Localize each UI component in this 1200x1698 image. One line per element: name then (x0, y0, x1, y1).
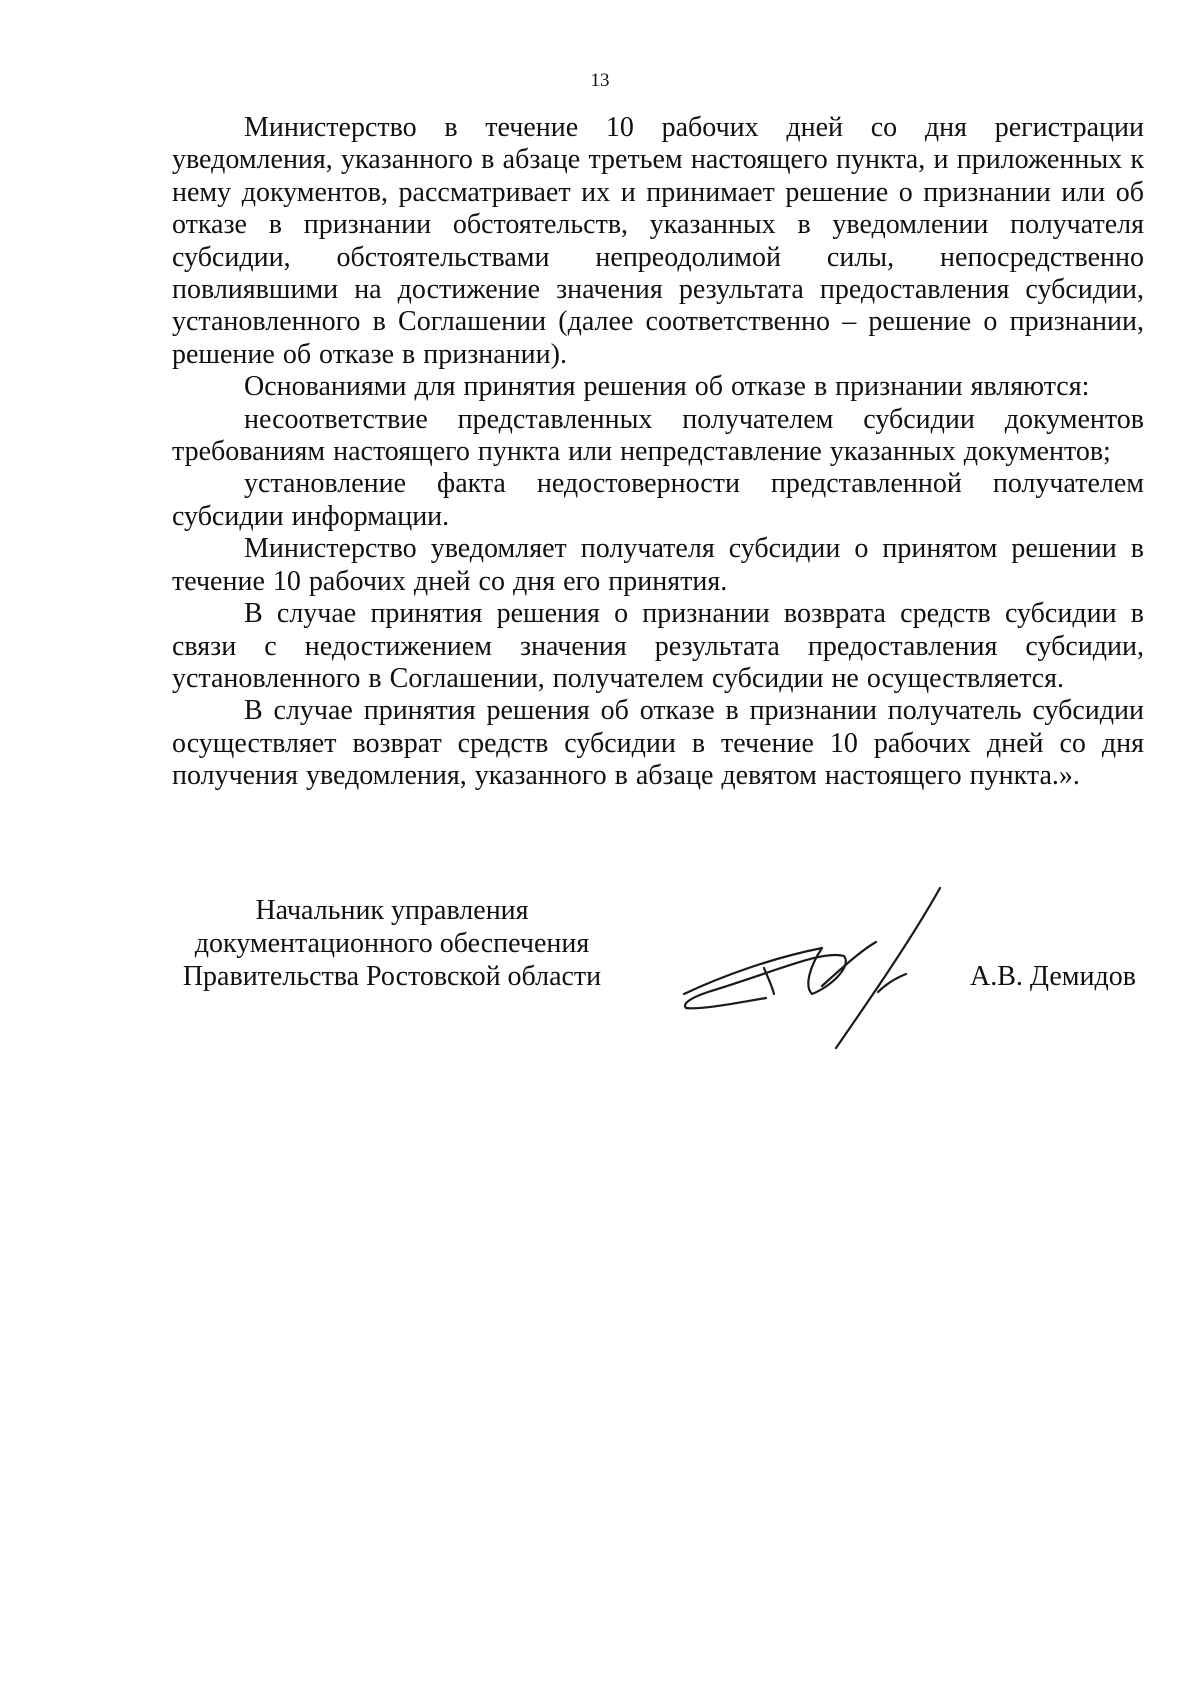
signer-name: А.В. Демидов (970, 961, 1136, 992)
page-number: 13 (590, 70, 610, 91)
signer-position-line: Начальник управления (255, 895, 529, 926)
signature-block (172, 894, 1172, 1074)
paragraph: В случае принятия решения об отказе в признании получатель субсидии осуществляет возврат средств субсидии в течение 10 рабочих дней со дня получения уведомления, указанного в абзаце девятом настоящего пункта.». (172, 695, 1144, 792)
paragraph: несоответствие представленных получателем субсидии документов требованиям настоящего пункта или непредставление указанных документов; (172, 403, 1144, 468)
paragraph: Министерство в течение 10 рабочих дней со дня регистрации уведомления, указанного в абзаце третьем настоящего пункта, и приложенных к нему документов, рассматривает их и принимает решение о признании или об отказе в признании обстоятельств, указанных в уведомлении получателя субсидии, обстоятельствами непреодолимой силы, непосредственно повлиявшими на достижение значения результата предоставления субсидии, установленного в Соглашении (далее соответственно – решение о признании, решение об отказе в признании). (172, 112, 1144, 370)
handwritten-signature (672, 886, 972, 1056)
paragraph: Основаниями для принятия решения об отказе в признании являются: (244, 371, 1090, 403)
paragraph: Министерство уведомляет получателя субсидии о принятом решении в течение 10 рабочих дней со дня его принятия. (172, 533, 1144, 597)
signer-position-line: Правительства Ростовской области (182, 961, 602, 992)
signer-position (172, 894, 612, 993)
paragraph: установление факта недостоверности представленной получателем субсидии информации. (172, 468, 1144, 532)
paragraph: В случае принятия решения о признании возврата средств субсидии в связи с недостижением значения результата предоставления субсидии, установленного в Соглашении, получателем субсидии не осуществляется. (172, 598, 1144, 694)
document-body (172, 112, 1144, 793)
signer-position-line: документационного обеспечения (194, 928, 590, 959)
